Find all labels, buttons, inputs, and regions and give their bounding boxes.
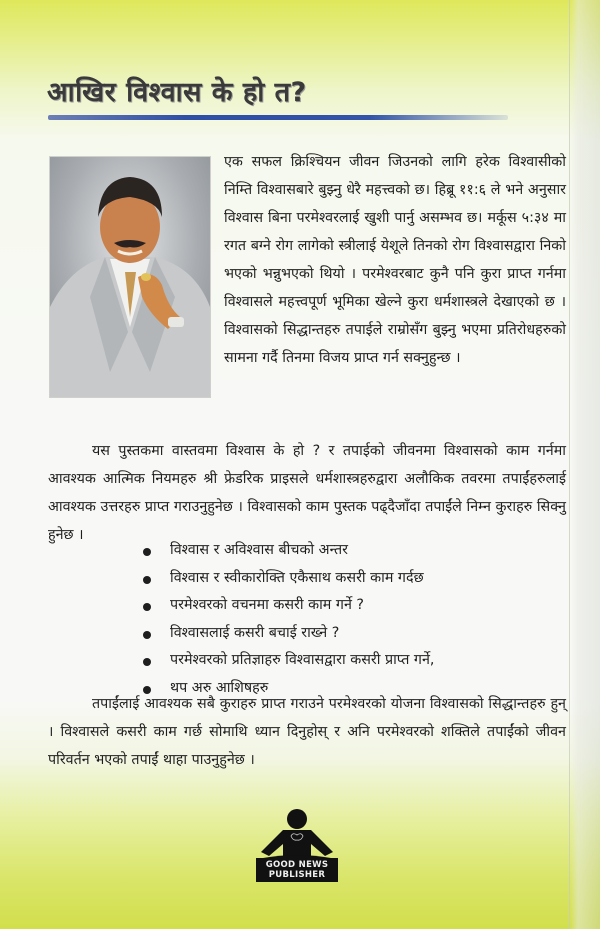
publisher-name-line1: GOOD NEWS	[265, 860, 329, 870]
bullet-icon	[143, 631, 151, 639]
bullet-icon	[143, 548, 151, 556]
body-paragraph-2: तपाईंलाई आवश्यक सबै कुराहरु प्राप्त गराउने परमेश्वरको योजना विश्वासको सिद्धान्तहरु हुन् । विश्वासले कसरी काम गर्छ सोमाथि ध्यान दिनुहोस् र अनि परमेश्वरको शक्तिले तपाईंको जीवन परिवर्तन भएको तपाईं थाहा पाउनुहुनेछ ।	[48, 696, 566, 768]
list-item	[140, 565, 434, 593]
lesson-list	[140, 537, 434, 702]
author-portrait-icon	[50, 157, 210, 397]
author-photo	[49, 156, 211, 398]
list-item	[140, 647, 434, 675]
list-item-text: विश्वासलाई कसरी बचाई राख्ने ?	[170, 624, 340, 641]
list-item	[140, 537, 434, 565]
title-underline	[48, 115, 508, 120]
publisher-name	[256, 858, 338, 882]
person-reading-book-icon	[255, 808, 339, 864]
list-item-text: परमेश्वरको वचनमा कसरी काम गर्ने ?	[170, 597, 365, 613]
publisher-name-line2: PUBLISHER	[268, 870, 326, 880]
body-paragraph-1: यस पुस्तकमा वास्तवमा विश्वास के हो ? र तपाईको जीवनमा विश्वासको काम गर्नमा आवश्यक आत्मिक नियमहरु श्री फ्रेडरिक प्राइसले धर्मशास्त्रहरुद्वारा अलौकिक तवरमा तपाईंहरुलाई आवश्यक उत्तरहरु प्राप्त गराउनुहुनेछ । विश्वासको काम पुस्तक पढ्दैजाँदा तपाईंले निम्न कुराहरु सिक्नु हुनेछ ।	[48, 443, 566, 543]
bullet-icon	[143, 658, 151, 666]
list-item-text: विश्वास र अविश्वास बीचको अन्तर	[170, 542, 348, 558]
list-item	[140, 592, 434, 620]
list-item-text: परमेश्वरको प्रतिज्ञाहरु विश्वासद्वारा कसरी प्राप्त गर्ने,	[170, 652, 435, 668]
intro-paragraph: एक सफल क्रिश्चियन जीवन जिउनको लागि हरेक विश्वासीको निम्ति विश्वासबारे बुझ्नु धेरै महत्त्वको छ। हिब्रू ११:६ ले भने अनुसार विश्वास बिना परमेश्वरलाई खुशी पार्नु असम्भव छ। मर्कूस ५:३४ मा रगत बग्ने रोग लागेको स्त्रीलाई येशूले तिनको रोग विश्वासद्वारा निको भएको भन्नुभएको थियो । परमेश्वरबाट कुनै पनि कुरा प्राप्त गर्नमा विश्वासले महत्त्वपूर्ण भूमिका खेल्ने कुरा धर्मशास्त्रले देखाएको छ । विश्वासको सिद्धान्तहरु तपाईले राम्रोसँग बुझ्नु भएमा प्रतिरोधहरुको सामना गर्दै तिनमा विजय प्राप्त गर्न सक्नुहुन्छ ।	[224, 154, 566, 366]
bullet-icon	[143, 603, 151, 611]
cover-title: आखिर विश्वास के हो त?	[47, 77, 307, 108]
spine-edge	[569, 0, 600, 929]
list-item-text: विश्वास र स्वीकारोक्ति एकैसाथ कसरी काम गर्दछ	[170, 569, 424, 586]
list-item	[140, 620, 434, 648]
list-item-text: थप अरु आशिषहरु	[170, 679, 269, 696]
bullet-icon	[143, 576, 151, 584]
